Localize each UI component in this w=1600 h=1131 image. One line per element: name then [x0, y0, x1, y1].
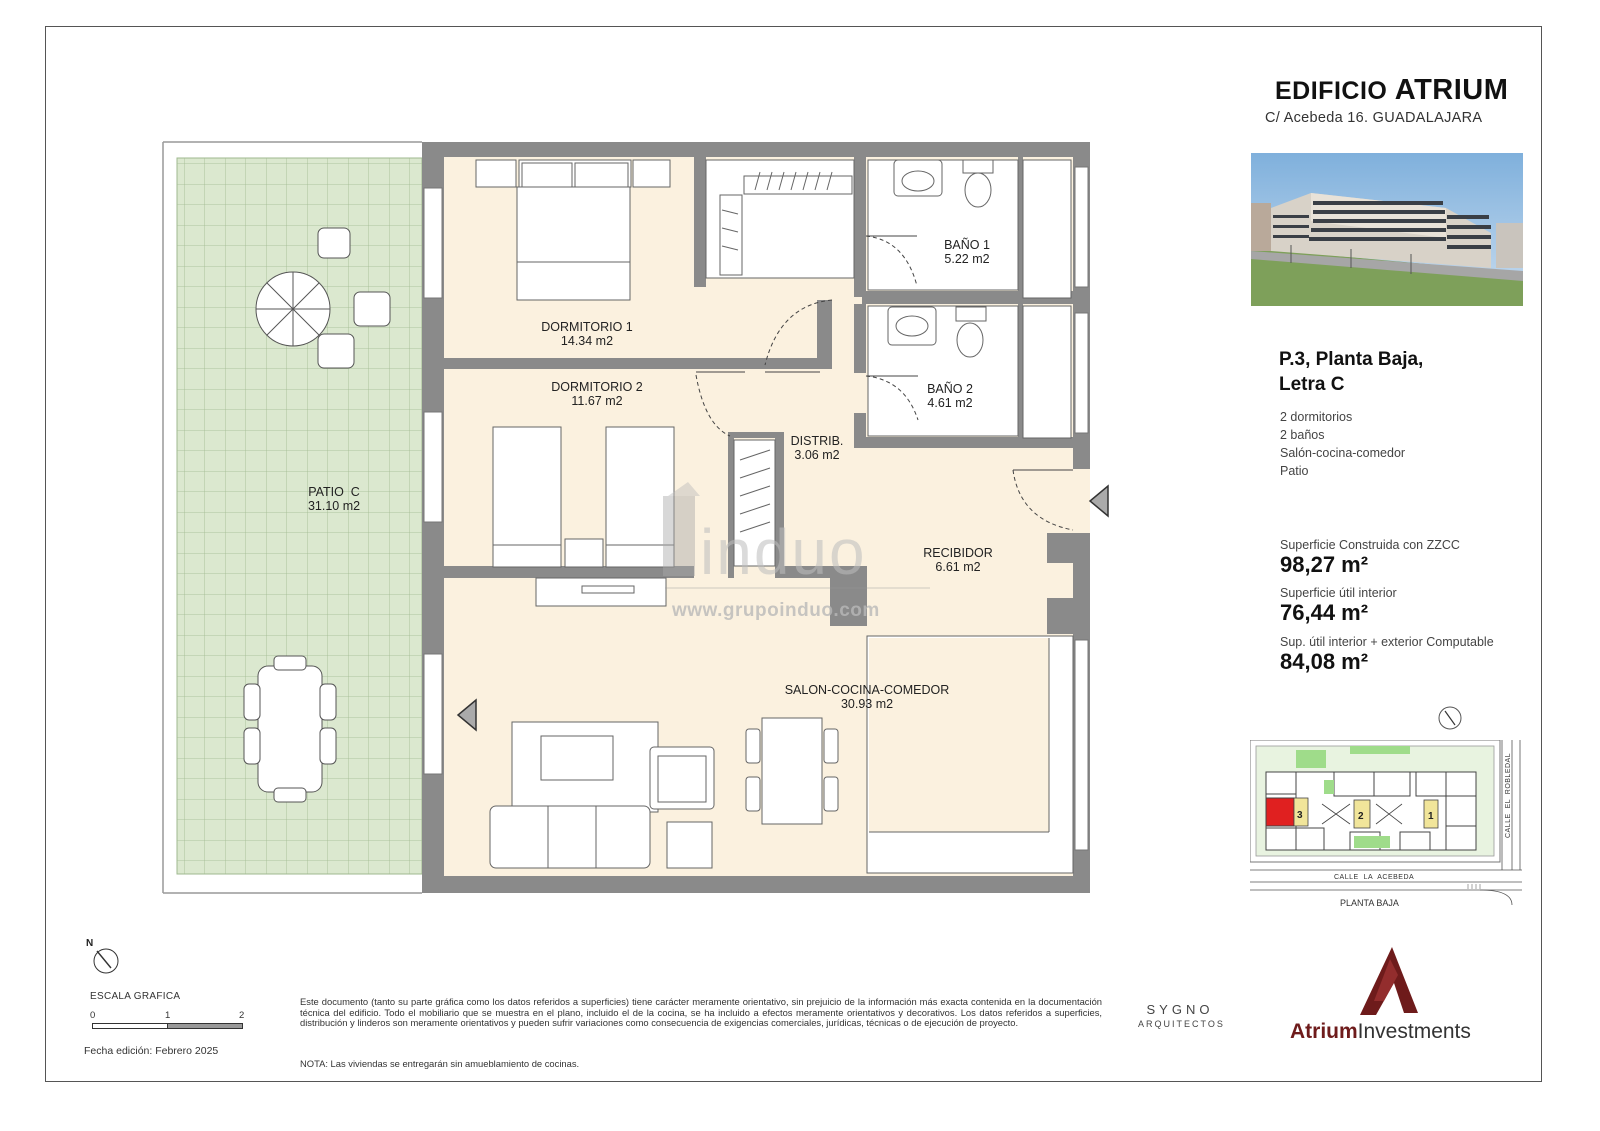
room-distrib: DISTRIB. 3.06 m2 — [790, 434, 844, 462]
scale-tick: 1 — [165, 1010, 171, 1021]
room-dormitorio-1: DORMITORIO 1 14.34 m2 — [541, 320, 633, 348]
room-bano-1: BAÑO 1 5.22 m2 — [944, 238, 990, 266]
feature-item: 2 baños — [1280, 428, 1325, 442]
room-recibidor: RECIBIDOR 6.61 m2 — [923, 546, 993, 574]
street-name: CALLE EL ROBLEDAL — [1505, 752, 1512, 838]
scale-tick: 2 — [239, 1010, 245, 1021]
area-computable-value: 84,08 m² — [1280, 649, 1369, 674]
atrium-logo-icon — [1354, 945, 1420, 1017]
north-label: N — [86, 938, 94, 949]
portal-number: 3 — [1297, 810, 1303, 821]
room-bano-2: BAÑO 2 4.61 m2 — [927, 382, 973, 410]
watermark-brand: induo — [700, 516, 867, 588]
room-dormitorio-2: DORMITORIO 2 11.67 m2 — [551, 380, 643, 408]
room-salon-cocina-comedor: SALON-COCINA-COMEDOR 30.93 m2 — [784, 683, 950, 711]
unit-title: P.3, Planta Baja, Letra C — [1279, 349, 1424, 395]
area-built-value: 98,27 m² — [1280, 552, 1369, 577]
area-built-label: Superficie Construida con ZZCC — [1280, 538, 1460, 552]
area-useful-label: Superficie útil interior — [1280, 586, 1397, 600]
building-address: C/ Acebeda 16. GUADALAJARA — [1265, 110, 1483, 126]
area-useful-value: 76,44 m² — [1280, 600, 1369, 625]
feature-item: 2 dormitorios — [1280, 410, 1353, 424]
key-plan-caption: PLANTA BAJA — [1340, 898, 1399, 908]
key-plan — [1250, 740, 1525, 910]
north-arrow-icon — [91, 946, 121, 976]
scale-title: ESCALA GRAFICA — [90, 991, 181, 1002]
architect-logo: SYGNO ARQUITECTOS — [1138, 1002, 1225, 1029]
edit-date: Fecha edición: Febrero 2025 — [84, 1045, 219, 1057]
scale-bar — [92, 1022, 244, 1030]
feature-item: Patio — [1280, 464, 1309, 478]
scale-tick: 0 — [90, 1010, 96, 1021]
portal-number: 2 — [1358, 811, 1364, 822]
street-name: CALLE LA ACEBEDA — [1334, 874, 1415, 881]
watermark-url: www.grupoinduo.com — [672, 600, 880, 621]
unit-features — [1280, 408, 1405, 480]
brand-name: AtriumInvestments — [1290, 1020, 1471, 1043]
building-render-image — [1251, 153, 1523, 306]
room-patio: PATIO C 31.10 m2 — [307, 485, 361, 513]
area-computable-label: Sup. útil interior + exterior Computable — [1280, 635, 1494, 649]
feature-item: Salón-cocina-comedor — [1280, 446, 1406, 460]
compass-icon — [1437, 705, 1463, 731]
building-title: EDIFICIO ATRIUM — [1275, 74, 1509, 106]
highlight-unit — [1266, 798, 1294, 826]
disclaimer-text: Este documento (tanto su parte gráfica como los datos referidos a superficies) tiene carácter meramente orientativo, sin prejuicio de la información más exacta contenida en la documentación técnica del edificio. Todo el mobiliario que se muestra en el plano, incluido el de la cocina, se ha incluido a efectos meramente orientativos y decorativos. Los datos referidos a superficies, distribución y linderos son meramente orientativos y pueden sufrir variaciones como consecuencia de exigencias comerciales, jurídicas, técnicas o de ejecución de proyecto. — [300, 996, 1102, 1029]
note-text: NOTA: Las viviendas se entregarán sin amueblamiento de cocinas. — [300, 1058, 580, 1069]
portal-number: 1 — [1428, 811, 1434, 822]
